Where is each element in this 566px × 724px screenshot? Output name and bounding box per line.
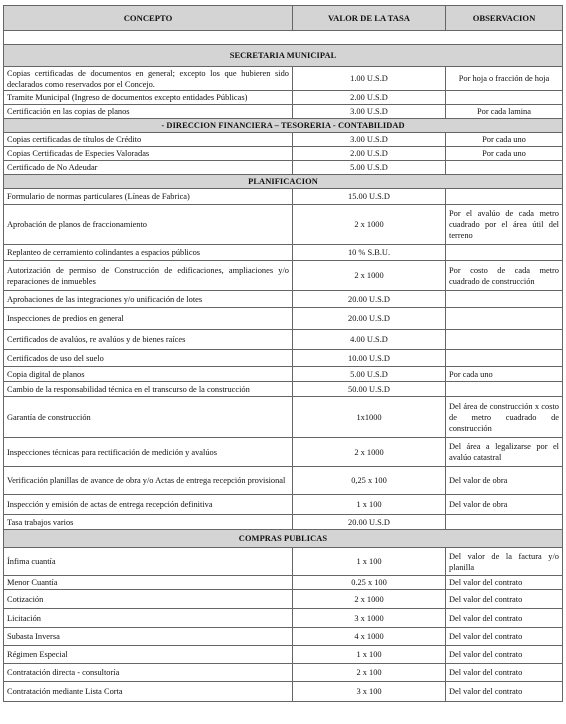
observacion-cell (446, 330, 563, 350)
valor-cell: 2 x 1000 (293, 438, 446, 467)
valor-cell: 4 x 1000 (293, 628, 446, 646)
observacion-cell (446, 245, 563, 261)
section-title: PLANIFICACION (4, 175, 563, 189)
concepto-cell: Tramite Municipal (Ingreso de documentos excepto entidades Públicas) (4, 91, 293, 105)
table-row (4, 515, 563, 530)
observacion-cell: Por cada uno (446, 367, 563, 382)
table-row (4, 245, 563, 261)
valor-cell: 5.00 U.S.D (293, 161, 446, 175)
concepto-cell: Copias Certificadas de Especies Valoradas (4, 147, 293, 161)
section-row (4, 119, 563, 133)
concepto-cell: Certificados de avalúos, re avalúos y de bienes raíces (4, 330, 293, 350)
blank-cell (4, 31, 563, 45)
valor-cell: 1x1000 (293, 397, 446, 438)
observacion-cell (446, 350, 563, 367)
observacion-cell: Del área de construcción x costo de metro cuadrado de construcción (446, 397, 563, 438)
valor-cell: 20.00 U.S.D (293, 291, 446, 308)
concepto-cell: Contratación mediante Lista Corta (4, 682, 293, 702)
concepto-cell: Cotización (4, 590, 293, 609)
valor-cell: 1 x 100 (293, 646, 446, 664)
concepto-cell: Replanteo de cerramiento colindantes a espacios públicos (4, 245, 293, 261)
concepto-cell: Inspección y emisión de actas de entrega recepción definitiva (4, 495, 293, 515)
valor-cell: 5.00 U.S.D (293, 367, 446, 382)
table-row (4, 133, 563, 147)
valor-cell: 20.00 U.S.D (293, 308, 446, 330)
observacion-cell (446, 291, 563, 308)
valor-cell: 2 x 100 (293, 664, 446, 682)
observacion-cell: Del área a legalizarse por el avalúo catastral (446, 438, 563, 467)
concepto-cell: Licitación (4, 609, 293, 628)
concepto-cell: Certificación en las copias de planos (4, 105, 293, 119)
observacion-cell (446, 189, 563, 205)
valor-cell: 20.00 U.S.D (293, 515, 446, 530)
concepto-cell: Ínfima cuantía (4, 548, 293, 576)
valor-cell: 2 x 1000 (293, 590, 446, 609)
valor-cell: 10.00 U.S.D (293, 350, 446, 367)
table-row (4, 367, 563, 382)
concepto-cell: Aprobación de planos de fraccionamiento (4, 205, 293, 245)
section-title: COMPRAS PUBLICAS (4, 530, 563, 548)
table-row (4, 291, 563, 308)
concepto-cell: Copias certificadas de documentos en general; excepto los que hubieren sido declarados como reservados por el Concejo. (4, 67, 293, 91)
valor-cell: 2 x 1000 (293, 261, 446, 291)
table-row (4, 308, 563, 330)
header-valor: VALOR DE LA TASA (293, 6, 446, 31)
observacion-cell: Del valor de obra (446, 467, 563, 495)
table-row (4, 609, 563, 628)
observacion-cell: Del valor del contrato (446, 664, 563, 682)
valor-cell: 3 x 100 (293, 682, 446, 702)
concepto-cell: Contratación directa - consultoría (4, 664, 293, 682)
valor-cell: 10 % S.B.U. (293, 245, 446, 261)
concepto-cell: Inspecciones técnicas para rectificación de medición y avalúos (4, 438, 293, 467)
concepto-cell: Certificado de No Adeudar (4, 161, 293, 175)
header-row (4, 6, 563, 31)
observacion-cell: Por el avalúo de cada metro cuadrado por el área útil del terreno (446, 205, 563, 245)
concepto-cell: Copias certificadas de títulos de Crédito (4, 133, 293, 147)
valor-cell: 3.00 U.S.D (293, 105, 446, 119)
section-row (4, 175, 563, 189)
valor-cell: 2.00 U.S.D (293, 91, 446, 105)
table-row (4, 205, 563, 245)
section-title: SECRETARIA MUNICIPAL (4, 45, 563, 67)
table-row (4, 350, 563, 367)
concepto-cell: Aprobaciones de las integraciones y/o unificación de lotes (4, 291, 293, 308)
table-row (4, 646, 563, 664)
section-row (4, 45, 563, 67)
fee-table-sheet (3, 5, 563, 702)
table-row (4, 438, 563, 467)
table-row (4, 147, 563, 161)
observacion-cell: Del valor del contrato (446, 646, 563, 664)
section-row (4, 530, 563, 548)
table-row (4, 495, 563, 515)
concepto-cell: Certificados de uso del suelo (4, 350, 293, 367)
observacion-cell (446, 515, 563, 530)
observacion-cell: Por costo de cada metro cuadrado de construcción (446, 261, 563, 291)
observacion-cell: Por cada uno (446, 133, 563, 147)
table-row (4, 467, 563, 495)
observacion-cell: Del valor del contrato (446, 682, 563, 702)
concepto-cell: Verificación planillas de avance de obra y/o Actas de entrega recepción provisional (4, 467, 293, 495)
observacion-cell: Por hoja o fracción de hoja (446, 67, 563, 91)
concepto-cell: Régimen Especial (4, 646, 293, 664)
table-row (4, 397, 563, 438)
section-title: - DIRECCION FINANCIERA – TESORERIA - CONTABILIDAD (4, 119, 563, 133)
concepto-cell: Cambio de la responsabilidad técnica en el transcurso de la construcción (4, 382, 293, 397)
table-row (4, 105, 563, 119)
valor-cell: 3 x 1000 (293, 609, 446, 628)
table-row (4, 682, 563, 702)
table-row (4, 261, 563, 291)
concepto-cell: Formulario de normas particulares (Líneas de Fabrica) (4, 189, 293, 205)
table-row (4, 576, 563, 590)
observacion-cell (446, 91, 563, 105)
table-row (4, 189, 563, 205)
concepto-cell: Subasta Inversa (4, 628, 293, 646)
valor-cell: 1.00 U.S.D (293, 67, 446, 91)
table-row (4, 91, 563, 105)
concepto-cell: Menor Cuantía (4, 576, 293, 590)
valor-cell: 1 x 100 (293, 495, 446, 515)
table-row (4, 590, 563, 609)
valor-cell: 0,25 x 100 (293, 467, 446, 495)
valor-cell: 4.00 U.S.D (293, 330, 446, 350)
header-observacion: OBSERVACION (446, 6, 563, 31)
concepto-cell: Copia digital de planos (4, 367, 293, 382)
observacion-cell: Del valor del contrato (446, 628, 563, 646)
concepto-cell: Garantía de construcción (4, 397, 293, 438)
valor-cell: 3.00 U.S.D (293, 133, 446, 147)
table-row (4, 67, 563, 91)
valor-cell: 2 x 1000 (293, 205, 446, 245)
concepto-cell: Autorización de permiso de Construcción de edificaciones, ampliaciones y/o reparaciones de inmuebles (4, 261, 293, 291)
table-row (4, 664, 563, 682)
valor-cell: 50.00 U.S.D (293, 382, 446, 397)
fee-table (3, 5, 563, 702)
concepto-cell: Inspecciones de predios en general (4, 308, 293, 330)
observacion-cell: Del valor del contrato (446, 609, 563, 628)
valor-cell: 0.25 x 100 (293, 576, 446, 590)
observacion-cell (446, 161, 563, 175)
observacion-cell: Por cada lamina (446, 105, 563, 119)
table-row (4, 382, 563, 397)
valor-cell: 15.00 U.S.D (293, 189, 446, 205)
observacion-cell: Del valor del contrato (446, 590, 563, 609)
observacion-cell: Del valor del contrato (446, 576, 563, 590)
concepto-cell: Tasa trabajos varios (4, 515, 293, 530)
table-row (4, 628, 563, 646)
table-row (4, 548, 563, 576)
table-row (4, 330, 563, 350)
valor-cell: 1 x 100 (293, 548, 446, 576)
observacion-cell: Por cada uno (446, 147, 563, 161)
valor-cell: 2.00 U.S.D (293, 147, 446, 161)
observacion-cell: Del valor de la factura y/o planilla (446, 548, 563, 576)
blank-row (4, 31, 563, 45)
header-concepto: CONCEPTO (4, 6, 293, 31)
observacion-cell (446, 308, 563, 330)
observacion-cell (446, 382, 563, 397)
table-row (4, 161, 563, 175)
observacion-cell: Del valor de obra (446, 495, 563, 515)
